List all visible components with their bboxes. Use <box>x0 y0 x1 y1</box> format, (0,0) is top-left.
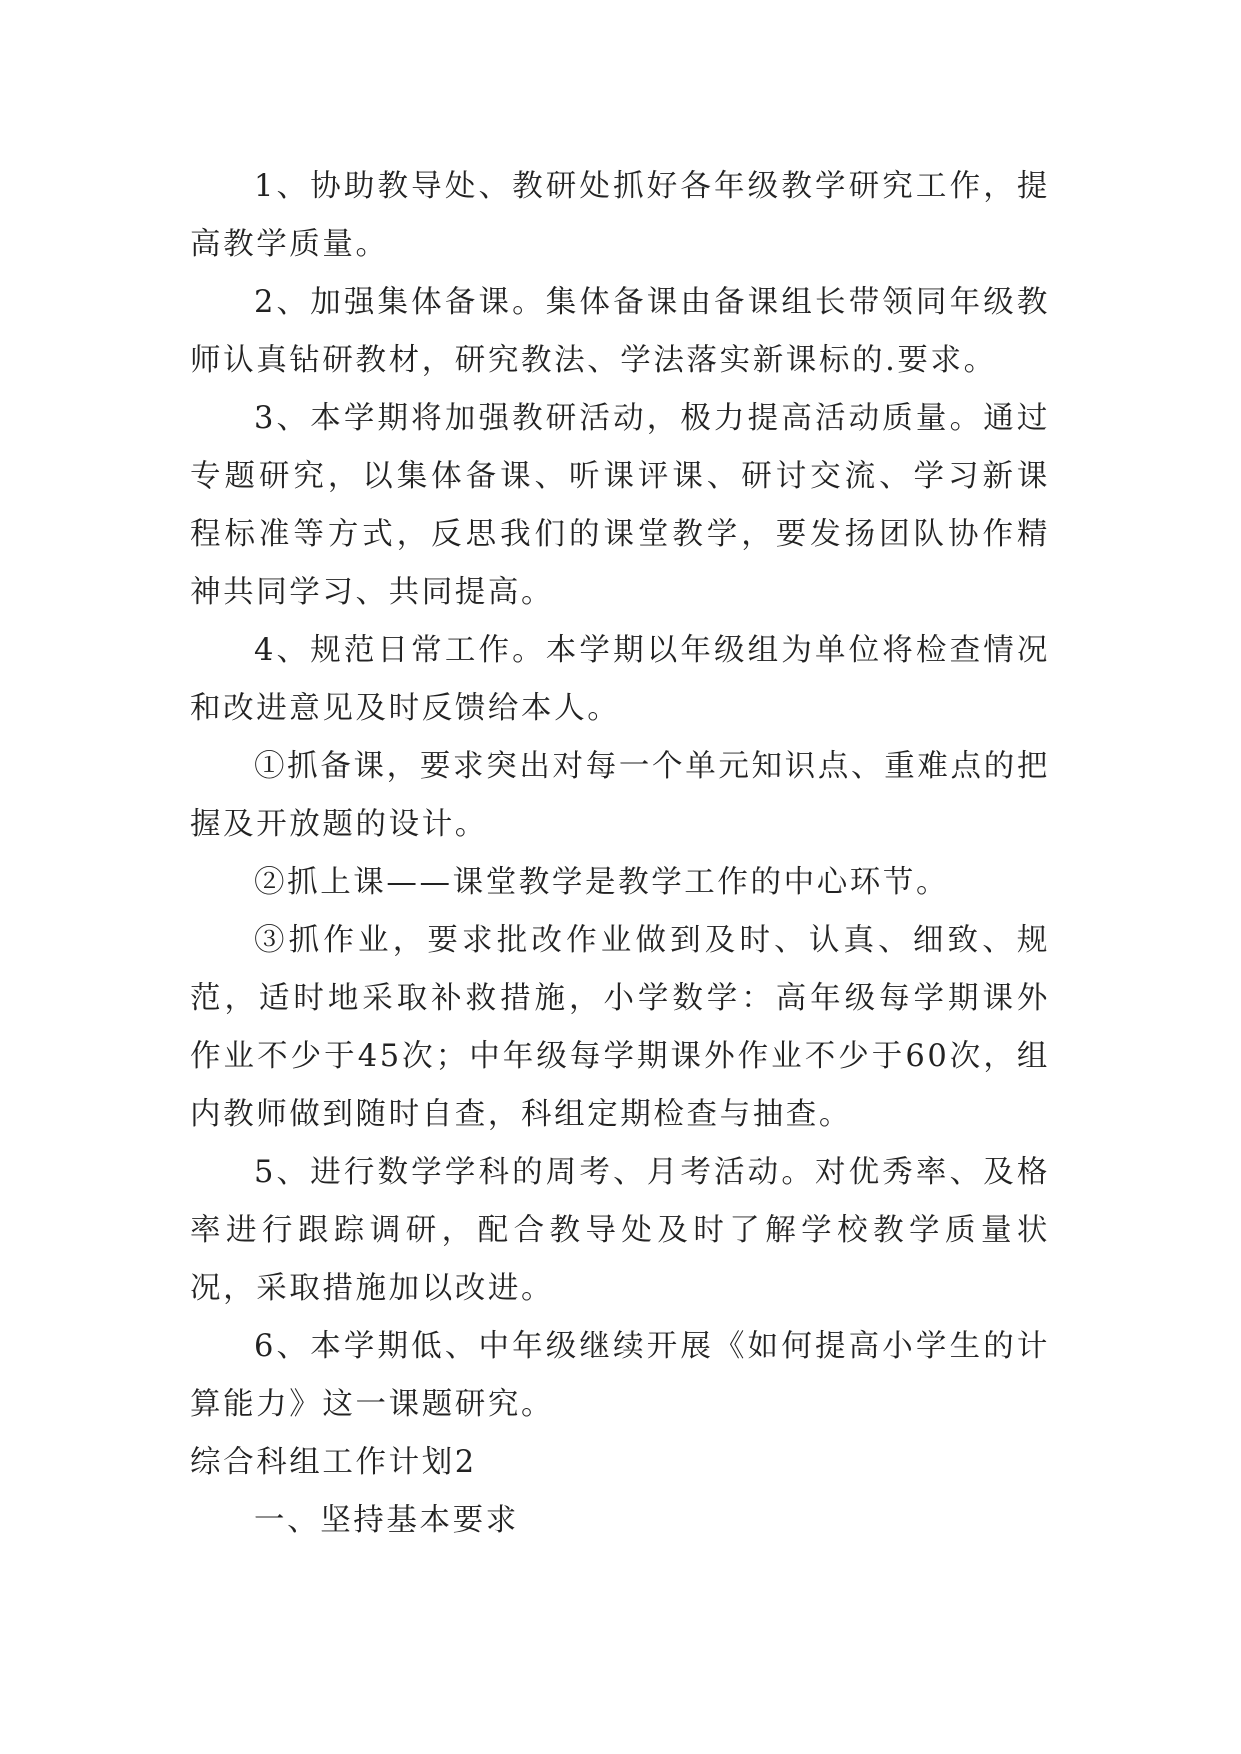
paragraph-subitem-3: ③抓作业，要求批改作业做到及时、认真、细致、规范，适时地采取补救措施，小学数学：高年级每学期课外作业不少于45次；中年级每学期课外作业不少于60次，组内教师做到随时自查，科组定期检查与抽查。 <box>190 923 1050 1132</box>
paragraph-subitem-1: ①抓备课，要求突出对每一个单元知识点、重难点的把握及开放题的设计。 <box>190 749 1050 842</box>
paragraph-item-2: 2、加强集体备课。集体备课由备课组长带领同年级教师认真钻研教材，研究教法、学法落实新课标的.要求。 <box>190 285 1050 378</box>
paragraph-item-4: 4、规范日常工作。本学期以年级组为单位将检查情况和改进意见及时反馈给本人。 <box>190 633 1050 726</box>
section-heading: 综合科组工作计划2 <box>190 1445 477 1480</box>
paragraph-item-6: 6、本学期低、中年级继续开展《如何提高小学生的计算能力》这一课题研究。 <box>190 1329 1050 1422</box>
paragraph-item-5: 5、进行数学学科的周考、月考活动。对优秀率、及格率进行跟踪调研，配合教导处及时了解学校教学质量状况，采取措施加以改进。 <box>190 1155 1050 1306</box>
paragraph-subitem-2: ②抓上课——课堂教学是教学工作的中心环节。 <box>254 865 950 900</box>
paragraph-item-1: 1、协助教导处、教研处抓好各年级教学研究工作，提高教学质量。 <box>190 169 1050 262</box>
paragraph-item-3: 3、本学期将加强教研活动，极力提高活动质量。通过专题研究，以集体备课、听课评课、研讨交流、学习新课程标准等方式，反思我们的课堂教学，要发扬团队协作精神共同学习、共同提高。 <box>190 401 1050 610</box>
document-body <box>190 158 1050 1550</box>
section-subheading: 一、坚持基本要求 <box>254 1503 519 1538</box>
